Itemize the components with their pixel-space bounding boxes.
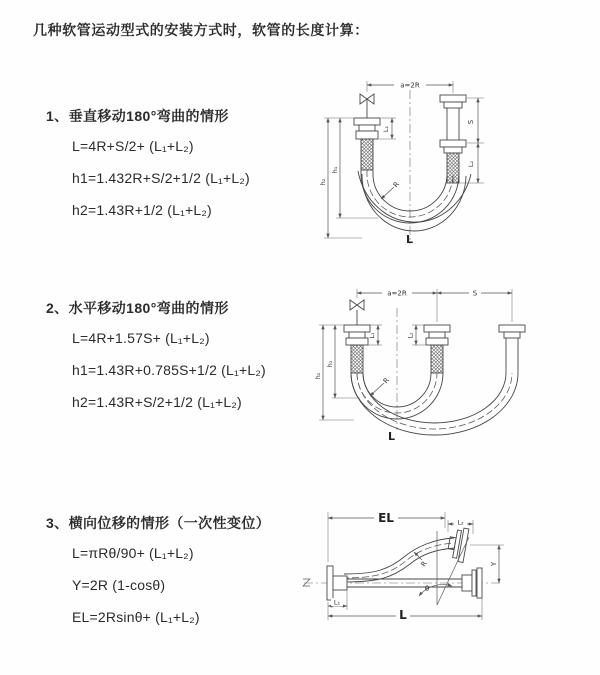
dimension-h2 bbox=[319, 118, 362, 238]
section-3-formula-EL: EL=2Rsinθ+ (L₁+L₂) bbox=[72, 609, 200, 625]
section-2-formula-h1: h1=1.43R+0.785S+1/2 (L₁+L₂) bbox=[72, 362, 266, 378]
radius-callout bbox=[381, 180, 401, 199]
valve-icon bbox=[350, 300, 364, 325]
dim-a2r-label: a=2R bbox=[400, 81, 420, 90]
dim-y-label: Y bbox=[490, 561, 498, 567]
left-braided-section bbox=[361, 139, 373, 170]
section-1-formula-L: L=4R+S/2+ (L₁+L₂) bbox=[72, 138, 194, 154]
dimension-l1 bbox=[379, 118, 396, 139]
hose-u-bend-displaced bbox=[351, 373, 518, 435]
middle-flange bbox=[424, 325, 450, 345]
section-3-formula-L: L=πRθ/90+ (L₁+L₂) bbox=[72, 545, 194, 561]
right-flange bbox=[499, 325, 525, 373]
right-pipe-tube bbox=[447, 108, 459, 140]
dim-a2r-label: a=2R bbox=[387, 289, 407, 298]
section-1-formula-h1: h1=1.432R+S/2+1/2 (L₁+L₂) bbox=[72, 170, 250, 186]
radius-label: R bbox=[419, 559, 429, 569]
dim-l2-label: L₂ bbox=[457, 518, 464, 527]
radius-label: R bbox=[381, 376, 392, 386]
page-title: 几种软管运动型式的安装方式时，软管的长度计算： bbox=[33, 22, 369, 38]
middle-braided-section bbox=[431, 345, 443, 373]
centerline-break-symbol bbox=[303, 579, 310, 586]
section-2-formula-L: L=4R+1.57S+ (L₁+L₂) bbox=[72, 330, 210, 346]
section-1-heading: 1、垂直移动180°弯曲的情形 bbox=[46, 108, 229, 124]
section-3-formula-Y: Y=2R (1-cosθ) bbox=[72, 577, 166, 593]
hose-s-curve bbox=[342, 538, 455, 582]
dimension-l2 bbox=[460, 143, 484, 183]
dim-el-label: EL bbox=[378, 511, 394, 525]
dim-l1-label: L₁ bbox=[368, 332, 376, 339]
right-flange-lower bbox=[440, 140, 466, 153]
dimension-l bbox=[328, 598, 482, 622]
dim-l2-label: L₂ bbox=[406, 332, 415, 339]
length-label: L bbox=[399, 608, 407, 622]
dim-l1-label: L₁ bbox=[333, 598, 341, 607]
left-braided-section bbox=[351, 345, 363, 373]
radius-label: R bbox=[391, 180, 402, 190]
dimension-l2 bbox=[407, 325, 427, 345]
length-label: L bbox=[406, 233, 414, 246]
length-label: L bbox=[388, 430, 396, 443]
theta-label: θ bbox=[424, 585, 430, 593]
dim-h2-label: h₂ bbox=[314, 372, 322, 380]
dim-s-label: S bbox=[467, 119, 475, 125]
section-3-heading: 3、横向位移的情形（一次性变位） bbox=[46, 515, 271, 531]
dim-l1-label: L₁ bbox=[382, 125, 390, 133]
left-flange bbox=[344, 325, 370, 345]
dimension-s bbox=[467, 98, 484, 143]
valve-icon bbox=[360, 94, 374, 118]
dim-h2-label: h₂ bbox=[319, 178, 327, 186]
diagram-vertical-180-bend bbox=[310, 70, 570, 255]
right-flange-upper bbox=[440, 95, 466, 108]
radius-callout bbox=[370, 376, 391, 396]
section-2-formula-h2: h2=1.43R+S/2+1/2 (L₁+L₂) bbox=[72, 394, 242, 410]
dimension-s bbox=[437, 289, 512, 323]
dim-s-label: S bbox=[472, 289, 478, 298]
diagram-lateral-displacement bbox=[298, 498, 593, 653]
dim-h1-label: h₁ bbox=[326, 360, 334, 368]
dim-h1-label: h₁ bbox=[331, 166, 339, 174]
section-1-formula-h2: h2=1.43R+1/2 (L₁+L₂) bbox=[72, 202, 212, 218]
left-flange bbox=[327, 566, 347, 600]
left-flange bbox=[354, 118, 380, 139]
dim-l2-label: L₂ bbox=[467, 160, 475, 168]
diagram-horizontal-180-bend bbox=[308, 280, 588, 455]
section-2-heading: 2、水平移动180°弯曲的情形 bbox=[46, 300, 229, 316]
